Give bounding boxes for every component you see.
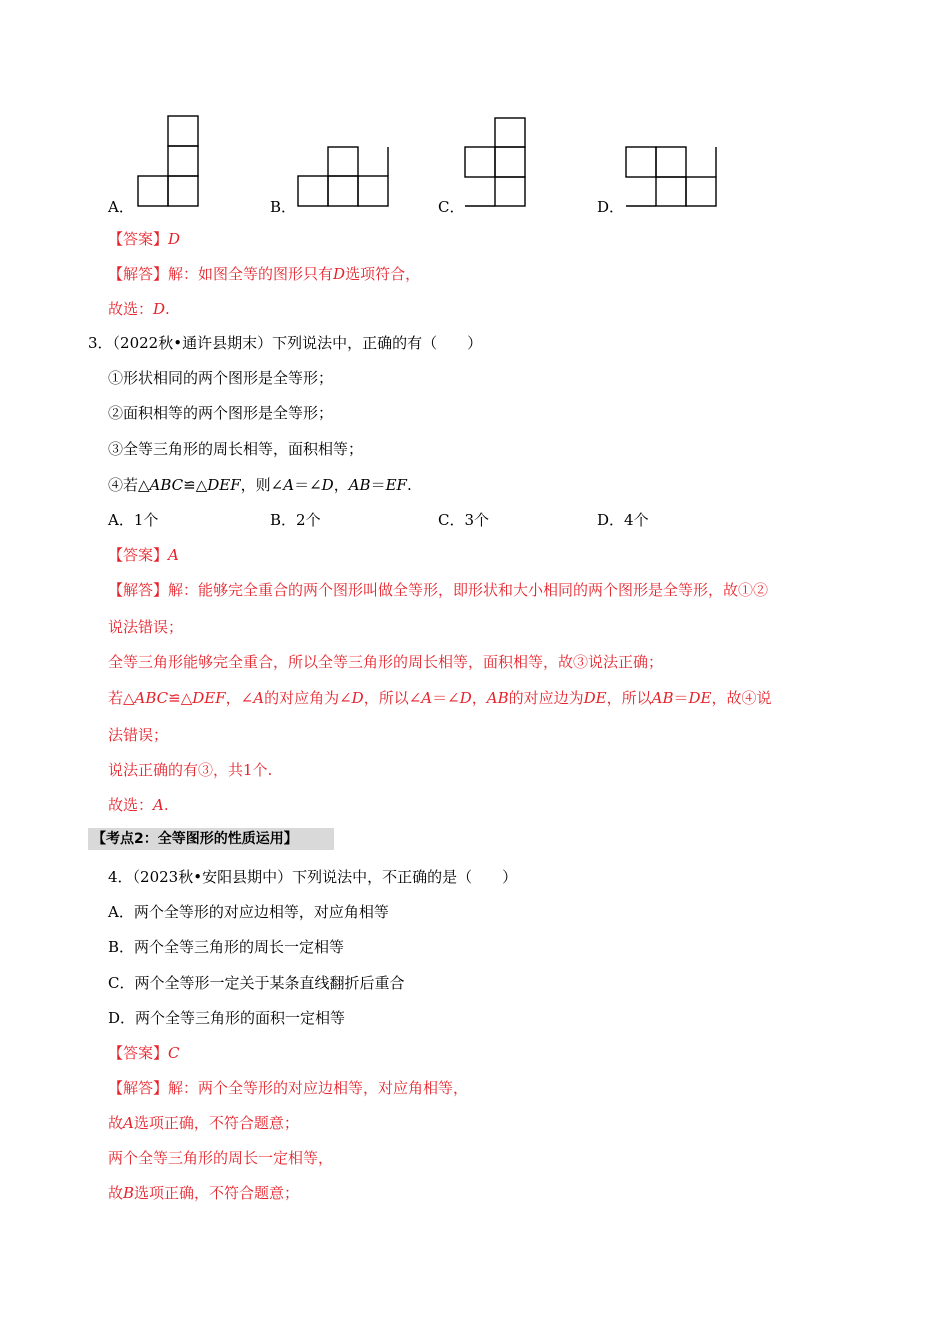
q4-option-a: A．两个全等形的对应边相等，对应角相等 [108,903,389,921]
text: 故 [108,1114,124,1132]
q4-analysis-line-2 [108,1113,299,1133]
q3-option-a: A．1个 [108,511,159,529]
option-c-label: C． [438,198,465,216]
q3-statement-3: ③全等三角形的周长相等，面积相等； [108,440,364,458]
q3-statement-1: ①形状相同的两个图形是全等形； [108,369,334,387]
text: ，故④说 [711,689,772,707]
q3-analysis-line-4 [108,688,772,708]
q2-analysis [108,264,420,284]
text: ＝∠ [294,476,322,494]
answer-value: A [168,546,179,564]
var: ABC [134,689,169,707]
q3-conclusion [108,795,169,815]
text: ≌△ [183,476,208,494]
analysis-text: 解：能够完全重合的两个图形叫做全等形，即形状和大小相同的两个图形是全等形，故①② [168,581,769,599]
q3-statement-4 [108,475,412,495]
text: ， [471,689,487,707]
analysis-label: 【解答】 [108,581,169,599]
text: ，则∠ [240,476,284,494]
q4-option-c: C．两个全等形一定关于某条直线翻折后重合 [108,974,405,992]
text: ＝ [673,689,689,707]
answer-label: 【答案】 [108,230,169,248]
text: ≌△ [168,689,193,707]
answer-value: D [168,230,181,248]
conclusion-var: A [153,796,164,814]
q3-analysis-line-6: 说法正确的有③，共1个. [108,761,273,779]
text: ＝∠ [432,689,460,707]
q4-analysis-line-4 [108,1183,299,1203]
var: A [283,476,295,494]
text: ，∠ [225,689,254,707]
conclusion-var: D [153,300,166,318]
var: A [421,689,433,707]
var: AB [486,689,509,707]
q4-stem: 4．（2023秋•安阳县期中）下列说法中，不正确的是（ ） [108,868,518,886]
var: D [321,476,334,494]
section-heading: 【考点2：全等图形的性质运用】 [88,828,334,850]
var: DE [583,689,607,707]
var: D [459,689,472,707]
q4-analysis-line-1 [108,1078,468,1098]
q4-option-b: B．两个全等三角形的周长一定相等 [108,938,345,956]
text: ④若△ [108,476,150,494]
q4-option-d: D．两个全等三角形的面积一定相等 [108,1009,346,1027]
var: DEF [192,689,226,707]
text: 选项正确，不符合题意； [133,1114,299,1132]
var: A [123,1114,134,1132]
var: AB [348,476,371,494]
figure-option-d [0,0,1,1]
var: A [253,689,265,707]
q3-analysis-line-5: 法错误； [108,726,169,744]
var: DE [688,689,712,707]
q2-conclusion [108,299,170,319]
q4-answer [108,1043,180,1063]
q3-option-b: B．2个 [270,511,321,529]
text: 选项正确，不符合题意； [134,1184,300,1202]
option-b-label: B． [270,198,297,216]
text: 的对应边为 [508,689,584,707]
analysis-var: D [333,265,346,283]
analysis-text: 选项符合， [345,265,421,283]
var: B [123,1184,135,1202]
var: D [351,689,364,707]
analysis-text: 解：两个全等形的对应边相等，对应角相等， [168,1079,469,1097]
answer-value: C [168,1044,180,1062]
q3-statement-2: ②面积相等的两个图形是全等形； [108,404,334,422]
text: ，所以∠ [363,689,422,707]
q2-answer [108,229,180,249]
conclusion-text: 故选： [108,796,154,814]
conclusion-text: . [163,796,169,814]
q3-analysis-line-1 [108,580,768,600]
answer-label: 【答案】 [108,546,169,564]
var: EF [385,476,407,494]
q3-stem: 3．（2022秋•通许县期末）下列说法中，正确的有（ ） [88,334,483,352]
q4-analysis-line-3: 两个全等三角形的周长一定相等， [108,1149,334,1167]
q3-answer [108,545,179,565]
text: ＝ [370,476,386,494]
text: 若△ [108,689,135,707]
conclusion-text: . [165,300,170,318]
text: ， [333,476,349,494]
text: . [406,476,412,494]
var: ABC [149,476,184,494]
q3-option-d: D．4个 [597,511,649,529]
conclusion-text: 故选： [108,300,154,318]
analysis-label: 【解答】 [108,1079,169,1097]
text: ，所以 [606,689,652,707]
answer-label: 【答案】 [108,1044,169,1062]
text: 故 [108,1184,124,1202]
analysis-text: 解：如图全等的图形只有 [168,265,334,283]
q3-option-c: C．3个 [438,511,490,529]
text: 的对应角为∠ [264,689,352,707]
analysis-label: 【解答】 [108,265,169,283]
option-d-label: D． [597,198,625,216]
q3-analysis-line-3: 全等三角形能够完全重合，所以全等三角形的周长相等，面积相等，故③说法正确； [108,653,664,671]
var: AB [651,689,674,707]
var: DEF [207,476,241,494]
option-a-label: A． [108,198,134,216]
q3-analysis-line-2: 说法错误； [108,618,184,636]
